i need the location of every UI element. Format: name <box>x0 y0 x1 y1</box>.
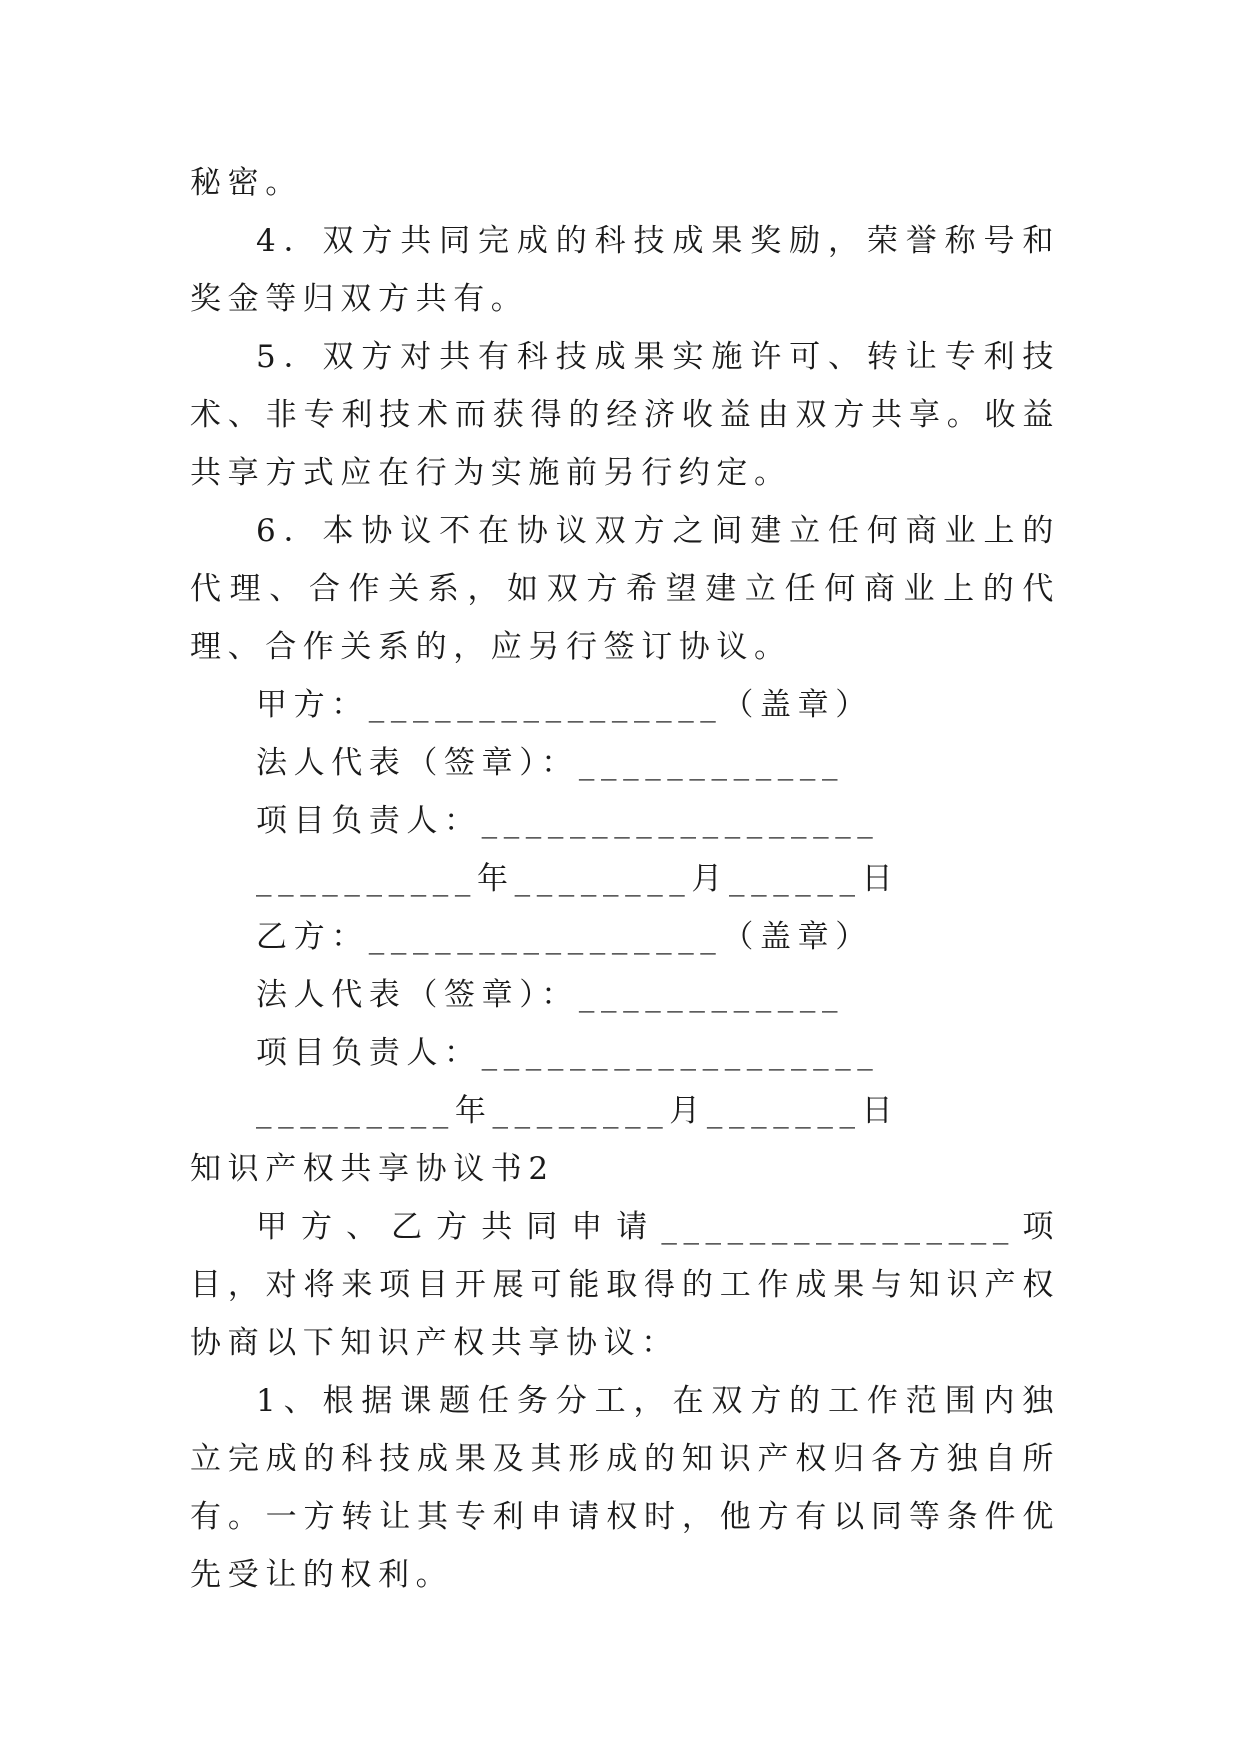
party-a-legal-rep-line: 法人代表（签章）：____________ <box>256 745 845 781</box>
paragraph-intro: 甲方、乙方共同申请________________项目，对将来项目开展可能取得的工作成果与知识产权协商以下知识产权共享协议： <box>190 1209 1060 1361</box>
document-body <box>190 154 1060 1604</box>
party-b-line: 乙方：________________（盖章） <box>256 919 873 955</box>
party-b-date-line: _________年________月_______日 <box>256 1093 900 1129</box>
paragraph-clause-6: 6．本协议不在协议双方之间建立任何商业上的代理、合作关系，如双方希望建立任何商业上的代理、合作关系的，应另行签订协议。 <box>190 513 1060 665</box>
paragraph-clause-4: 4．双方共同完成的科技成果奖励，荣誉称号和奖金等归双方共有。 <box>190 223 1060 317</box>
party-a-date-line: __________年________月______日 <box>256 861 900 897</box>
party-b-project-lead-line: 项目负责人：__________________ <box>256 1035 880 1071</box>
paragraph-continuation: 秘密。 <box>190 165 303 201</box>
signature-block-party-a <box>190 676 1060 908</box>
paragraph-clause-5: 5．双方对共有科技成果实施许可、转让专利技术、非专利技术而获得的经济收益由双方共享。收益共享方式应在行为实施前另行约定。 <box>190 339 1060 491</box>
signature-block-party-b <box>190 908 1060 1140</box>
section-title: 知识产权共享协议书2 <box>190 1151 555 1187</box>
party-a-line: 甲方：________________（盖章） <box>256 687 873 723</box>
paragraph-clause-1: 1、根据课题任务分工，在双方的工作范围内独立完成的科技成果及其形成的知识产权归各方独自所有。一方转让其专利申请权时，他方有以同等条件优先受让的权利。 <box>190 1383 1060 1593</box>
party-a-project-lead-line: 项目负责人：__________________ <box>256 803 880 839</box>
party-b-legal-rep-line: 法人代表（签章）：____________ <box>256 977 845 1013</box>
